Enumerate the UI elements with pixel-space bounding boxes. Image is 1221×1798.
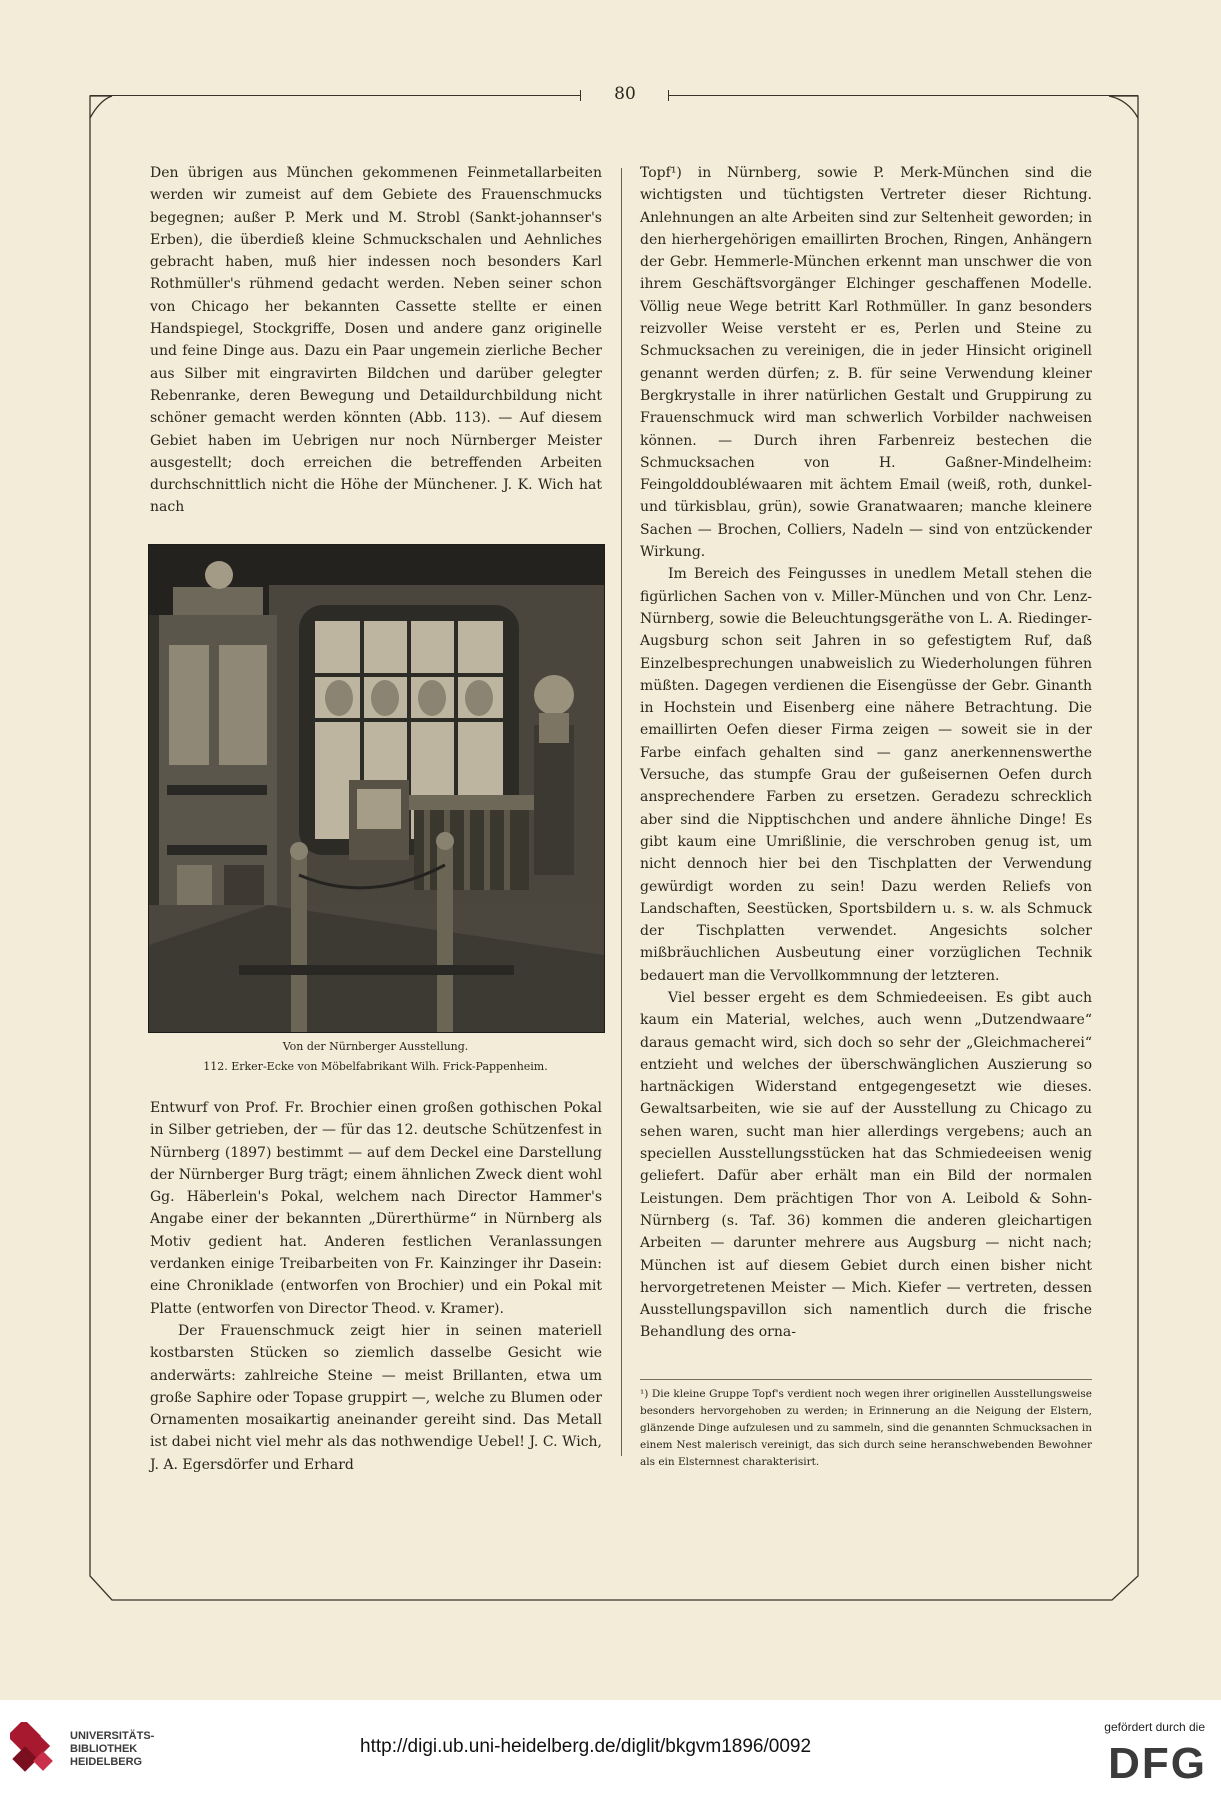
paragraph: Den übrigen aus München gekommenen Feinmetallarbeiten werden wir zumeist auf dem Gebiete des Frauenschmucks begegnen; außer P. Merk und M. Strobl (Sankt-johannser's Erben), die überdieß kleine Schmuckschalen und Aehnliches gebracht haben, muß hier indessen noch besonders Karl Rothmüller's rühmend gedacht werden. Neben seiner schon von Chicago her bekannten Cassette stellte er einen Handspiegel, Stockgriffe, Dosen und andere ganz originelle und feine Dinge aus. Dazu ein Paar ungemein zierliche Becher aus Silber mit eingravirten Bildchen und darüber gelegter Rebenranke, deren Bewegung und Detaildurchbildung nicht schöner gemacht werden könnten (Abb. 113). — Auf diesem Gebiet haben im Uebrigen nur noch Nürnberger Meister ausgestellt; doch erreichen die betreffenden Arbeiten durchschnittlich nicht die Höhe der Münchener. J. K. Wich hat nach (150, 165, 602, 516)
paragraph: Im Bereich des Feingusses in unedlem Metall stehen die figürlichen Sachen von v. Miller-München und von Chr. Lenz-Nürnberg, sowie die Beleuchtungsgeräthe von L. A. Riedinger-Augsburg schon seit Jahren in so gefestigtem Ruf, daß Einzelbesprechungen unabweislich zu Wiederholungen führen müßten. Dagegen verdienen die Eisengüsse der Gebr. Ginanth in Hochstein und Eisenberg eine nähere Betrachtung. Die emaillirten Oefen dieser Firma zeigen — soweit sie in der Farbe einfach gehalten sind — ganz anerkennenswerthe Versuche, das stumpfe Grau der gußeisernen Oefen durch ansprechendere Farben zu ersetzen. Geradezu schrecklich aber sind die Nipptischchen und andere ähnliche Dinge! Es gibt kaum eine Umrißlinie, die verschroben genug ist, um nicht dennoch hier bei den Tischplatten der Verwendung gewürdigt worden zu sein! Dazu werden Reliefs von Landschaften, Seestücken, Sportsbildern u. s. w. als Schmuck der Tischplatten verwendet. Angesichts solcher mißbräuchlichen Ausbeutung einer vorzüglichen Technik bedauert man die Vervollkommnung der letzteren. (640, 566, 1092, 984)
column-divider (621, 168, 622, 1456)
header-tick (580, 90, 581, 101)
permalink-url[interactable]: http://digi.ub.uni-heidelberg.de/diglit/bkgvm1896/0092 (360, 1736, 812, 1757)
dfg-logo: DFG (1108, 1739, 1207, 1788)
paragraph: Der Frauenschmuck zeigt hier in seinen materiell kostbarsten Stücken so ziemlich dasselbe Gesicht wie anderwärts: zahlreiche Steine — meist Brillanten, etwa um große Saphire oder Topase gruppirt —, welche zu Blumen oder Ornamenten mosaikartig aneinander gereiht sind. Das Metall ist dabei nicht viel mehr als das nothwendige Uebel! J. C. Wich, J. A. Egersdörfer und Erhard (150, 1322, 602, 1473)
footnote-rule (640, 1379, 1092, 1380)
left-column (150, 162, 602, 519)
paragraph: Topf¹) in Nürnberg, sowie P. Merk-München sind die wichtigsten und tüchtigsten Vertreter dieser Richtung. Anlehnungen an alte Arbeiten sind zur Seltenheit geworden; in den hierhergehörigen emaillirten Brochen, Ringen, Anhängern der Gebr. Hemmerle-München erkennt man unschwer die von ihrem Geschäftsvorgänger Elchinger geschaffenen Modelle. Völlig neue Wege betritt Karl Rothmüller. In ganz besonders reizvoller Weise versteht er es, Perlen und Steine zu Schmucksachen zu vereinigen, die in jeder Hinsicht originell genannt werden dürfen; z. B. für seine Verwendung kleiner Bergkrystalle in ihrer natürlichen Gestalt und Gruppirung zu Frauenschmuck wird man schwerlich Vorbilder nachweisen können. — Durch ihren Farbenreiz bestechen die Schmucksachen von H. Gaßner-Mindelheim: Feingolddoubléwaaren mit ächtem Email (weiß, roth, dunkel- und türkisblau, grün), sowie Granatwaaren; manche kleinere Sachen — Brochen, Colliers, Nadeln — sind von entzückender Wirkung. (640, 165, 1092, 561)
digitization-footer (0, 1700, 1221, 1798)
left-column-bottom (150, 1097, 602, 1476)
header-rule-right (668, 95, 1138, 96)
library-name-line: HEIDELBERG (70, 1756, 143, 1768)
university-library-logo-icon (10, 1722, 62, 1780)
university-library-name (70, 1730, 154, 1769)
figure-caption-title: Von der Nürnberger Ausstellung. (282, 1040, 469, 1053)
funded-by-text: gefördert durch die (1104, 1720, 1205, 1734)
library-name-line: UNIVERSITÄTS- (70, 1730, 155, 1742)
figure-photo-erker-ecke (148, 544, 605, 1033)
paragraph: Entwurf von Prof. Fr. Brochier einen großen gothischen Pokal in Silber getrieben, der — für das 12. deutsche Schützenfest in Nürnberg (1897) bestimmt — auf dem Deckel eine Darstellung der Nürnberger Burg trägt; einem ähnlichen Zweck dient wohl Gg. Häberlein's Pokal, welchem nach Director Hammer's Angabe einer der bekannten „Dürerthürme“ in Nürnberg als Motiv gedient hat. Anderen festlichen Veranlassungen verdanken einige Treibarbeiten von Fr. Kainzinger ihr Dasein: eine Chroniklade (entworfen von Brochier) und ein Pokal mit Platte (entworfen von Director Theod. v. Kramer). (150, 1100, 602, 1317)
library-name-line: BIBLIOTHEK (70, 1743, 138, 1755)
page-number: 80 (614, 84, 636, 104)
running-header (0, 78, 1221, 114)
right-column (640, 162, 1092, 1344)
figure-caption-description: 112. Erker-Ecke von Möbelfabrikant Wilh. Frick-Pappenheim. (203, 1060, 548, 1073)
paragraph: Viel besser ergeht es dem Schmiedeeisen. Es gibt auch kaum ein Material, welches, auch wenn „Dutzendwaare“ daraus gemacht wird, sich doch so sehr der „Gleichmacherei“ entzieht und welches der überschwänglichen Auszierung so hartnäckigen Widerstand entgegengesetzt wie dieses. Gewaltsarbeiten, wie sie auf der Ausstellung zu Chicago zu sehen waren, sucht man hier allerdings vergebens; auch an speciellen Ausstellungsstücken hat das Schmiedeeisen wenig geliefert. Dafür aber erhält man ein Bild der normalen Leistungen. Dem prächtigen Thor von A. Leibold & Sohn-Nürnberg (s. Taf. 36) kommen die anderen gleichartigen Arbeiten — darunter mehrere aus Augsburg — nicht nach; München ist auf diesem Gebiet durch einen bisher nicht hervorgetretenen Meister — Mich. Kiefer — vertreten, dessen Ausstellungspavillon sich namentlich durch die frische Behandlung des orna- (640, 989, 1092, 1341)
footnote: ¹) Die kleine Gruppe Topf's verdient noch wegen ihrer originellen Ausstellungsweise besonders hervorgehoben zu werden; in Erinnerung an die Neigung der Elstern, glänzende Dinge aufzulesen und zu sammeln, sind die genannten Schmucksachen in einem Nest malerisch vereinigt, das sich durch seine heranschwebenden Bewohner als ein Elsternnest charakterisirt. (640, 1388, 1092, 1468)
header-rule-left (90, 95, 580, 96)
